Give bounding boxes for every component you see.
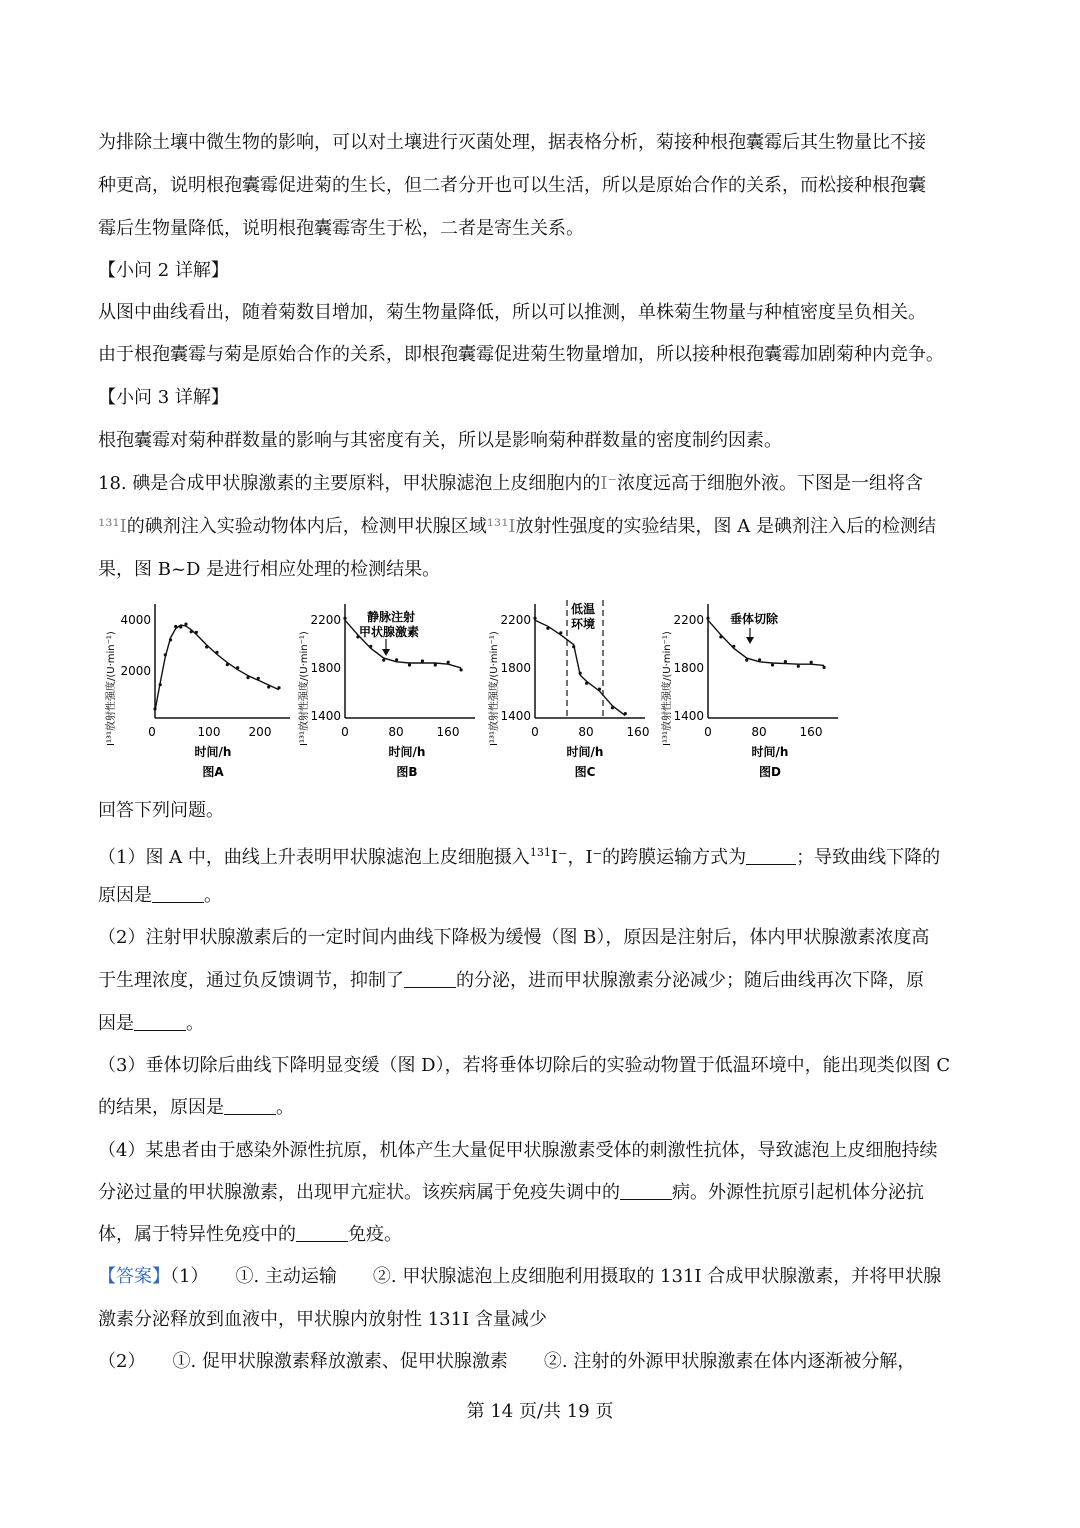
ylabel-b: I¹³¹放射性强度/(U·min⁻¹) (299, 631, 310, 746)
question-2-line1: （2）注射甲状腺激素后的一定时间内曲线下降极为缓慢（图 B），原因是注射后，体内甲状腺激素浓度高 (98, 927, 930, 948)
caption-d: 图D (759, 765, 781, 779)
xtick-d-2: 160 (799, 725, 823, 739)
data-point-2-8 (624, 712, 627, 715)
data-point-3-2 (732, 645, 735, 648)
q4-text-c: 体，属于特异性免疫中的 (98, 1224, 296, 1245)
answer-line3: （2） ①. 促甲状腺激素释放激素、促甲状腺激素 ②. 注射的外源甲状腺激素在体内逐渐被分解， (98, 1351, 916, 1372)
series-line-0 (155, 625, 279, 711)
data-point-2-4 (579, 672, 582, 675)
xtick-b-1: 80 (388, 725, 404, 739)
question-3-line2 (98, 1095, 294, 1121)
ylabel-d: I¹³¹放射性强度/(U·min⁻¹) (662, 631, 673, 746)
q1-text-b: I⁻，I⁻的跨膜运输方式为 (550, 847, 747, 868)
question-2-line2 (98, 968, 924, 994)
q1-superscript: 131 (529, 846, 551, 859)
figure-group (100, 596, 860, 786)
data-point-3-9 (823, 666, 826, 669)
q18-line2 (98, 514, 936, 540)
ytick-c-2: 1400 (500, 709, 531, 723)
subheading-q3: 【小问 3 详解】 (98, 387, 229, 408)
p1-line2: 种更高，说明根孢囊霉促进菊的生长，但二者分开也可以生活，所以是原始合作的关系，而松接种根孢囊 (98, 175, 926, 196)
data-point-0-14 (257, 677, 260, 680)
xlabel-b: 时间/h (388, 745, 426, 759)
q1-text-c: ；导致曲线下降的 (796, 847, 941, 868)
subheading-q2: 【小问 2 详解】 (98, 260, 229, 281)
caption-a: 图A (202, 765, 224, 779)
ylabel-c: I¹³¹放射性强度/(U·min⁻¹) (489, 631, 500, 746)
question-3-line1: （3）垂体切除后曲线下降明显变缓（图 D），若将垂体切除后的实验动物置于低温环境中，能出现类似图 C (98, 1055, 951, 1076)
q18-text-b: 浓度远高于细胞外液。下图是一组将含 (616, 473, 923, 494)
caption-b: 图B (396, 765, 418, 779)
blank-q1-reason[interactable] (152, 886, 204, 903)
data-point-0-2 (164, 653, 167, 656)
data-point-0-3 (169, 638, 172, 641)
data-point-1-3 (382, 659, 385, 662)
answer-intro: 回答下列问题。 (98, 800, 224, 821)
data-point-1-7 (434, 663, 437, 666)
data-point-2-1 (546, 627, 549, 630)
ytick-c-0: 2200 (500, 613, 531, 627)
blank-q1-transport[interactable] (746, 848, 796, 865)
q18-text-a: 18. 碘是合成甲状腺激素的主要原料，甲状腺滤泡上皮细胞内的 (98, 473, 601, 494)
q3-text-a: 的结果，原因是 (98, 1097, 224, 1118)
blank-q4-immunity[interactable] (296, 1225, 348, 1242)
p2-line1: 从图中曲线看出，随着菊数目增加，菊生物量降低，所以可以推测，单株菊生物量与种植密度呈负相关。 (98, 302, 926, 323)
q2-text-a: 于生理浓度，通过负反馈调节，抑制了 (98, 970, 404, 991)
xtick-b-0: 0 (341, 725, 349, 739)
data-point-1-2 (369, 645, 372, 648)
data-point-0-6 (184, 623, 187, 626)
data-point-0-16 (277, 686, 280, 689)
p1-line1: 为排除土壤中微生物的影响，可以对土壤进行灭菌处理，据表格分析，菊接种根孢囊霉后其生物量比不接 (98, 132, 926, 153)
data-point-1-5 (408, 663, 411, 666)
xtick-a-1: 100 (197, 725, 221, 739)
q4-text-d: 免疫。 (348, 1224, 402, 1245)
xlabel-c: 时间/h (566, 745, 604, 759)
annotation-d-arrowhead (746, 637, 754, 644)
xtick-c-2: 160 (626, 725, 650, 739)
blank-q2-reason[interactable] (134, 1014, 186, 1031)
xtick-c-0: 0 (531, 725, 539, 739)
q18-line1 (98, 471, 923, 497)
xlabel-a: 时间/h (194, 745, 232, 759)
question-1-line1 (98, 840, 940, 871)
data-point-1-4 (395, 658, 398, 661)
blank-q3-reason[interactable] (224, 1098, 276, 1115)
figure-a (104, 604, 290, 779)
answer-line1 (98, 1264, 941, 1290)
question-1-line2 (98, 883, 222, 909)
data-point-0-13 (246, 676, 249, 679)
data-point-0-10 (215, 651, 218, 654)
q1-text-a: （1）图 A 中，曲线上升表明甲状腺滤泡上皮细胞摄入 (98, 847, 530, 868)
series-line-2 (535, 620, 625, 715)
q18-text-c: 的碘剂注入实验动物体内后，检测甲状腺区域 (126, 516, 487, 537)
annotation-c-line1: 低温 (571, 602, 596, 616)
data-point-0-12 (236, 666, 239, 669)
xtick-d-0: 0 (704, 725, 712, 739)
q4-text-a: 分泌过量的甲状腺激素，出现甲亢症状。该疾病属于免疫失调中的 (98, 1182, 620, 1203)
q2-text-d: 。 (186, 1013, 204, 1034)
ytick-b-2: 1400 (310, 709, 341, 723)
annotation-c-line2: 环境 (571, 617, 596, 631)
data-point-3-3 (745, 659, 748, 662)
question-4-line2 (98, 1180, 924, 1206)
page-footer: 第 14 页/共 19 页 (466, 1401, 614, 1422)
q2-text-c: 因是 (98, 1013, 134, 1034)
data-point-3-6 (784, 660, 787, 663)
caption-c: 图C (574, 765, 596, 779)
xtick-a-2: 200 (248, 725, 272, 739)
ylabel-a: I¹³¹放射性强度/(U·min⁻¹) (106, 631, 117, 746)
answer-line2: 激素分泌释放到血液中，甲状腺内放射性 131I 含量减少 (98, 1309, 547, 1330)
data-point-3-5 (771, 663, 774, 666)
data-point-2-2 (559, 631, 562, 634)
xlabel-d: 时间/h (751, 745, 789, 759)
annotation-b-arrowhead (382, 649, 390, 656)
ytick-a-1: 2000 (120, 664, 151, 678)
data-point-0-15 (267, 685, 270, 688)
xtick-a-0: 0 (148, 725, 156, 739)
p2-line2: 由于根孢囊霉与菊是原始合作的关系，即根孢囊霉促进菊生物量增加，所以接种根孢囊霉加剧菊种内竞争。 (98, 344, 944, 365)
data-point-3-4 (758, 658, 761, 661)
data-point-0-5 (179, 625, 182, 628)
data-point-0-1 (159, 683, 162, 686)
q3-text-b: 。 (276, 1097, 294, 1118)
figure-d (660, 604, 838, 779)
data-point-0-9 (205, 645, 208, 648)
data-point-0-0 (153, 707, 156, 710)
data-point-1-9 (460, 668, 463, 671)
series-a (153, 623, 280, 711)
iodide-ion: I⁻ (600, 473, 617, 494)
ytick-c-1: 1800 (500, 661, 531, 675)
p1-line3: 霉后生物量降低，说明根孢囊霉寄生于松，二者是寄生关系。 (98, 218, 584, 239)
data-point-3-1 (719, 635, 722, 638)
xtick-c-1: 80 (578, 725, 594, 739)
data-point-1-1 (356, 635, 359, 638)
p3-line1: 根孢囊霉对菊种群数量的影响与其密度有关，所以是影响菊种群数量的密度制约因素。 (98, 430, 782, 451)
question-4-line3 (98, 1222, 402, 1248)
ytick-b-0: 2200 (310, 613, 341, 627)
data-point-1-0 (343, 617, 346, 620)
ytick-a-0: 4000 (120, 613, 151, 627)
data-point-1-6 (421, 659, 424, 662)
data-point-2-5 (585, 682, 588, 685)
answer-label: 【答案】 (98, 1266, 170, 1287)
q18-text-d: 放射性强度的实验结果，图 A 是碘剂注入后的检测结 (515, 516, 936, 537)
ytick-d-1: 1800 (673, 661, 704, 675)
data-point-3-0 (706, 617, 709, 620)
data-point-0-4 (174, 625, 177, 628)
xtick-b-2: 160 (436, 725, 460, 739)
series-line-3 (708, 620, 824, 665)
data-point-1-8 (447, 661, 450, 664)
data-point-3-8 (810, 661, 813, 664)
blank-q4-disease[interactable] (620, 1183, 672, 1200)
data-point-2-6 (598, 688, 601, 691)
annotation-b-line2: 甲状腺激素 (359, 625, 420, 639)
annotation-d: 垂体切除 (730, 612, 779, 626)
data-point-0-11 (226, 663, 229, 666)
annotation-b-line1: 静脉注射 (367, 610, 416, 624)
q4-text-b: 病。外源性抗原引起机体分泌抗 (672, 1182, 924, 1203)
question-2-line3 (98, 1011, 204, 1037)
isotope-label-1: ¹³¹I (98, 516, 127, 537)
data-point-3-7 (797, 665, 800, 668)
ytick-d-2: 1400 (673, 709, 704, 723)
ytick-b-1: 1800 (310, 661, 341, 675)
blank-q2-hormone[interactable] (404, 971, 456, 988)
xtick-d-1: 80 (751, 725, 767, 739)
data-point-2-3 (572, 645, 575, 648)
data-point-2-7 (611, 706, 614, 709)
q1-text-e: 。 (204, 885, 222, 906)
data-point-0-8 (195, 631, 198, 634)
q18-line3: 果，图 B~D 是进行相应处理的检测结果。 (98, 559, 441, 580)
ytick-d-0: 2200 (673, 613, 704, 627)
series-c (533, 617, 627, 716)
question-4-line1: （4）某患者由于感染外源性抗原，机体产生大量促甲状腺激素受体的刺激性抗体，导致滤泡上皮细胞持续 (98, 1140, 938, 1161)
figure-c (487, 600, 649, 779)
answer-1-text-a: （1） ①. 主动运输 ②. 甲状腺滤泡上皮细胞利用摄取的 131I 合成甲状腺激素，并将甲状腺 (170, 1266, 942, 1287)
figure-b (297, 604, 475, 779)
q1-text-d: 原因是 (98, 885, 152, 906)
data-point-2-0 (533, 617, 536, 620)
data-point-0-7 (190, 630, 193, 633)
isotope-label-2: ¹³¹I (486, 516, 516, 537)
q2-text-b: 的分泌，进而甲状腺激素分泌减少；随后曲线再次下降，原 (456, 970, 924, 991)
